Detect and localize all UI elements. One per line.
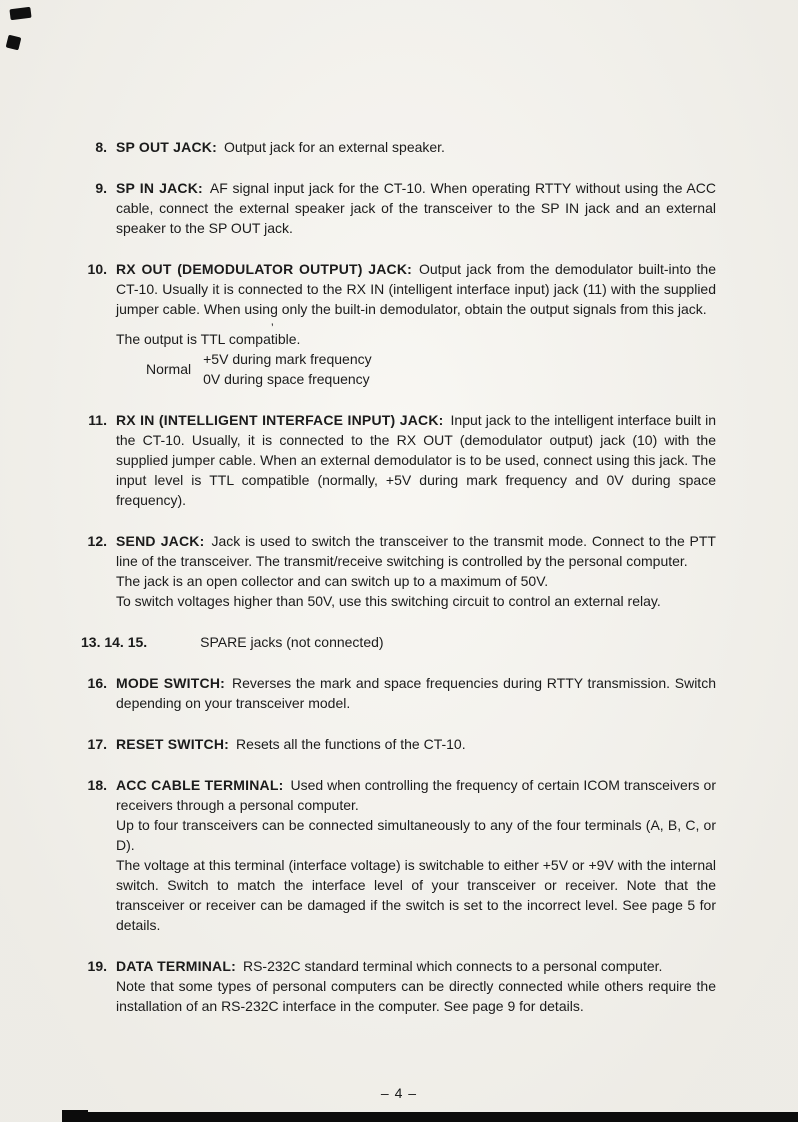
mark-frequency-line: +5V during mark frequency — [203, 351, 372, 367]
item-paragraph — [116, 956, 716, 976]
note-intro: The output is TTL compatible. — [116, 331, 301, 347]
list-item-16 — [81, 673, 716, 713]
item-title: SEND JACK: — [116, 533, 205, 549]
item-number: 8. — [95, 139, 107, 155]
item-title: SP OUT JACK: — [116, 139, 217, 155]
item-extra-paragraph: The voltage at this terminal (interface voltage) is switchable to either +5V or +9V with the internal switch. Switch to match the interface level of your transceiver or receiver. Note that the transceiver or receiver can be damaged if the switch is set to the incorrect level. See page 5 for details. — [116, 857, 716, 933]
list-item-10 — [81, 259, 716, 389]
item-number: 10. — [87, 261, 107, 277]
item-title: MODE SWITCH: — [116, 675, 225, 691]
item-lead-text: Output jack for an external speaker. — [223, 139, 445, 155]
item-lead-text: Reverses the mark and space frequencies during RTTY transmission. Switch depending on your transceiver model. — [116, 675, 716, 711]
normal-values-row — [116, 349, 716, 389]
ttl-note — [116, 321, 716, 389]
item-lead-text: Used when controlling the frequency of certain ICOM transceivers or receivers through a personal computer. — [116, 777, 716, 813]
list-item-12 — [81, 531, 716, 611]
item-extra-paragraph: The jack is an open collector and can switch up to a maximum of 50V. — [116, 573, 549, 589]
page-body — [81, 137, 716, 1037]
list-item-9 — [81, 178, 716, 238]
list-item-18 — [81, 775, 716, 935]
list-item-8 — [81, 137, 716, 157]
item-extra-paragraph: Up to four transceivers can be connected simultaneously to any of the four terminals (A, B, C, or D). — [116, 817, 716, 853]
scan-artifact-tick: ’ — [271, 321, 274, 335]
item-title: ACC CABLE TERMINAL: — [116, 777, 284, 793]
scan-artifact-bottom-bar — [62, 1112, 798, 1122]
item-lead-text: Jack is used to switch the transceiver to the transmit mode. Connect to the PTT line of the transceiver. The transmit/receive switching is controlled by the personal computer. — [116, 533, 716, 569]
list-item-19 — [81, 956, 716, 1016]
item-number: 17. — [87, 736, 107, 752]
scan-artifact-bottom-bar-step — [62, 1110, 88, 1116]
space-frequency-line: 0V during space frequency — [203, 371, 370, 387]
normal-label: Normal — [146, 361, 192, 377]
item-paragraph — [116, 137, 716, 157]
item-lead-text: SPARE jacks (not connected) — [200, 634, 384, 650]
item-number: 13. 14. 15. — [81, 634, 148, 650]
list-item-13-14-15 — [81, 632, 716, 652]
item-lead-text: Input jack to the intelligent interface built in the CT-10. Usually, it is connected to the RX OUT (demodulator output) jack (10) with the supplied jumper cable. When an external demodulator is to be used, connect using this jack. The input level is TTL compatible (normally, +5V during mark frequency and 0V during space frequency). — [116, 412, 717, 508]
item-number: 18. — [87, 777, 107, 793]
item-paragraph — [116, 259, 716, 319]
item-lead-text: Output jack from the demodulator built-into the CT-10. Usually it is connected to the RX IN (intelligent interface input) jack (11) with the supplied jumper cable. When using only the built-in demodulator, obtain the output signals from this jack. — [116, 261, 716, 317]
item-title: RX OUT (DEMODULATOR OUTPUT) JACK: — [116, 261, 412, 277]
item-paragraph — [116, 178, 716, 238]
item-lead-text: Resets all the functions of the CT-10. — [236, 736, 466, 752]
item-number: 16. — [87, 675, 107, 691]
item-paragraph — [116, 734, 716, 754]
item-title: DATA TERMINAL: — [116, 958, 236, 974]
item-lead-text: RS-232C standard terminal which connects to a personal computer. — [242, 958, 663, 974]
item-paragraph — [116, 775, 716, 815]
item-paragraph — [116, 531, 716, 571]
scan-artifact-top-mark-1 — [9, 7, 31, 20]
item-extra-paragraph: To switch voltages higher than 50V, use this switching circuit to control an external relay. — [116, 593, 661, 609]
item-number: 11. — [88, 412, 107, 428]
list-item-11 — [81, 410, 716, 510]
item-paragraph — [116, 410, 716, 510]
normal-lines — [203, 349, 371, 389]
item-title: RX IN (INTELLIGENT INTERFACE INPUT) JACK: — [116, 412, 444, 428]
item-title: SP IN JACK: — [116, 180, 203, 196]
item-lead-text: AF signal input jack for the CT-10. When operating RTTY without using the ACC cable, connect the external speaker jack of the transceiver to the SP IN jack and an external speaker to the SP OUT jack. — [116, 180, 716, 236]
item-extra-paragraph: Note that some types of personal computers can be directly connected while others require the installation of an RS-232C interface in the computer. See page 9 for details. — [116, 978, 716, 1014]
item-number: 9. — [95, 180, 107, 196]
item-number: 12. — [87, 533, 107, 549]
item-paragraph — [116, 673, 716, 713]
item-title: RESET SWITCH: — [116, 736, 230, 752]
scan-artifact-top-mark-2 — [6, 35, 22, 51]
list-item-17 — [81, 734, 716, 754]
item-number: 19. — [87, 958, 107, 974]
page-number: – 4 – — [380, 1085, 418, 1101]
